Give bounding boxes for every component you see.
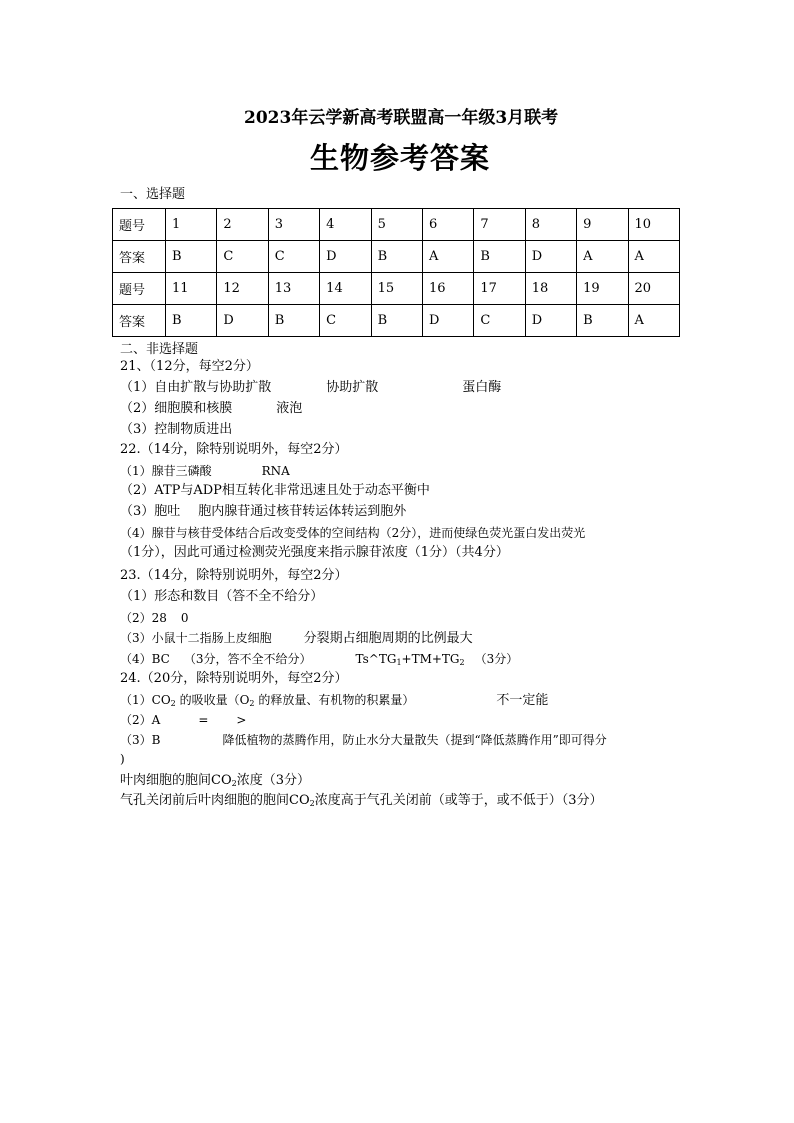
- row-header: 答案: [113, 241, 166, 273]
- q22-answer-4-cont: （1分），因此可通过检测荧光强度来指示腺苷浓度（1分）（共4分）: [120, 545, 509, 560]
- table-cell: A: [628, 305, 679, 337]
- q21-1c: 蛋白酶: [462, 380, 502, 395]
- table-cell: C: [320, 305, 371, 337]
- table-cell: 19: [577, 273, 628, 305]
- q22-answer-1: [120, 462, 290, 480]
- q22-answer-3: [120, 503, 406, 521]
- q21-2a: （2）细胞膜和核膜: [120, 401, 233, 416]
- q23-answer-1: （1）形态和数目（答不全不给分）: [120, 589, 324, 604]
- table-cell: 17: [474, 273, 525, 305]
- q21-1b: 协助扩散: [326, 380, 379, 395]
- q23-3b: 分裂期占细胞周期的比例最大: [303, 631, 473, 646]
- q22-1b: RNA: [261, 464, 290, 478]
- section-choice-heading: 一、选择题: [120, 187, 186, 202]
- table-cell: A: [422, 241, 473, 273]
- q23-4a: （4）BC: [120, 652, 170, 666]
- q24-answer-4: 叶肉细胞的胞间$CO_2$浓度（3分）: [120, 773, 310, 788]
- q24-answer-3-cont: ): [120, 752, 125, 766]
- table-cell: 12: [217, 273, 268, 305]
- table-cell: 15: [371, 273, 422, 305]
- table-cell: 1: [166, 209, 217, 241]
- table-cell: 16: [422, 273, 473, 305]
- section-nonchoice-heading: 二、非选择题: [120, 342, 199, 357]
- q21-heading: 21、（12分，每空2分）: [120, 359, 259, 374]
- table-cell: A: [577, 241, 628, 273]
- table-cell: 20: [628, 273, 679, 305]
- q21-answer-2: [120, 400, 302, 418]
- q23-answer-3: [120, 629, 473, 648]
- table-cell: D: [525, 241, 576, 273]
- row-header: 题号: [113, 273, 166, 305]
- q23-4b: （3分，答不全不给分）: [183, 652, 312, 666]
- table-cell: 9: [577, 209, 628, 241]
- row-header: 题号: [113, 209, 166, 241]
- table-cell: 14: [320, 273, 371, 305]
- q23-4c: $Ts\^{}TG_1+TM+TG_2$: [355, 652, 465, 667]
- q21-answer-1: [120, 379, 501, 397]
- q23-2a: （2）28: [120, 611, 167, 625]
- q22-3a: （3）胞吐: [120, 504, 181, 519]
- table-cell: B: [371, 241, 422, 273]
- table-cell: 5: [371, 209, 422, 241]
- q22-3b: 胞内腺苷通过核苷转运体转运到胞外: [198, 504, 407, 519]
- q21-1a: （1）自由扩散与协助扩散: [120, 380, 272, 395]
- q24-1a: $(1)CO_2$ 的吸收量（$O_2$ 的释放量、有机物的积累量）: [120, 693, 415, 708]
- q23-answer-2: [120, 609, 189, 627]
- q24-1b: 不一定能: [496, 693, 549, 708]
- table-cell: 6: [422, 209, 473, 241]
- table-row: [113, 273, 680, 305]
- table-cell: D: [525, 305, 576, 337]
- table-row: [113, 209, 680, 241]
- q24-2b: =: [198, 713, 209, 727]
- table-cell: 3: [268, 209, 319, 241]
- table-row: [113, 305, 680, 337]
- table-row: [113, 241, 680, 273]
- table-cell: 13: [268, 273, 319, 305]
- q22-answer-2: （2）ATP与ADP相互转化非常迅速且处于动态平衡中: [120, 483, 430, 498]
- table-cell: 4: [320, 209, 371, 241]
- table-cell: A: [628, 241, 679, 273]
- table-cell: 11: [166, 273, 217, 305]
- table-cell: B: [474, 241, 525, 273]
- table-cell: C: [474, 305, 525, 337]
- q24-3b: 降低植物的蒸腾作用，防止水分大量散失（提到“降低蒸腾作用”即可得分: [222, 733, 607, 747]
- q23-3a: （3）小鼠十二指肠上皮细胞: [120, 631, 272, 645]
- q22-1a: （1）腺苷三磷酸: [120, 464, 212, 478]
- q24-answer-1: [120, 691, 548, 713]
- q24-answer-3: [120, 731, 607, 749]
- table-cell: D: [320, 241, 371, 273]
- q24-answer-2: [120, 711, 246, 729]
- table-cell: D: [422, 305, 473, 337]
- table-cell: C: [217, 241, 268, 273]
- table-cell: D: [217, 305, 268, 337]
- q24-heading: 24.（20分，除特别说明外，每空2分）: [120, 671, 348, 686]
- q24-3a: （3）B: [120, 733, 161, 747]
- q21-answer-3: （3）控制物质进出: [120, 422, 233, 437]
- q23-heading: 23.（14分，除特别说明外，每空2分）: [120, 568, 348, 583]
- exam-title: 2023年云学新高考联盟高一年级3月联考: [244, 108, 559, 128]
- table-cell: C: [268, 241, 319, 273]
- table-cell: 10: [628, 209, 679, 241]
- q23-4d: （3分）: [474, 652, 519, 666]
- table-cell: 2: [217, 209, 268, 241]
- q21-2b: 液泡: [276, 401, 303, 416]
- subject-title: 生物参考答案: [310, 141, 491, 175]
- table-cell: 18: [525, 273, 576, 305]
- q23-answer-4: [120, 650, 518, 672]
- q24-2c: >: [236, 713, 247, 727]
- table-cell: B: [371, 305, 422, 337]
- q24-answer-5: 气孔关闭前后叶肉细胞的胞间$CO_2$浓度高于气孔关闭前（或等于，或不低于）（3分）: [120, 793, 603, 808]
- q22-heading: 22.（14分，除特别说明外，每空2分）: [120, 442, 348, 457]
- row-header: 答案: [113, 305, 166, 337]
- table-cell: B: [166, 241, 217, 273]
- q24-2a: （2）A: [120, 713, 161, 727]
- table-cell: 8: [525, 209, 576, 241]
- table-cell: B: [268, 305, 319, 337]
- q23-2b: 0: [180, 611, 189, 625]
- q22-answer-4: （4）腺苷与核苷受体结合后改变受体的空间结构（2分），进而使绿色荧光蛋白发出荧光: [120, 526, 586, 540]
- table-cell: B: [166, 305, 217, 337]
- table-cell: 7: [474, 209, 525, 241]
- choice-answer-table: [112, 208, 680, 337]
- table-cell: B: [577, 305, 628, 337]
